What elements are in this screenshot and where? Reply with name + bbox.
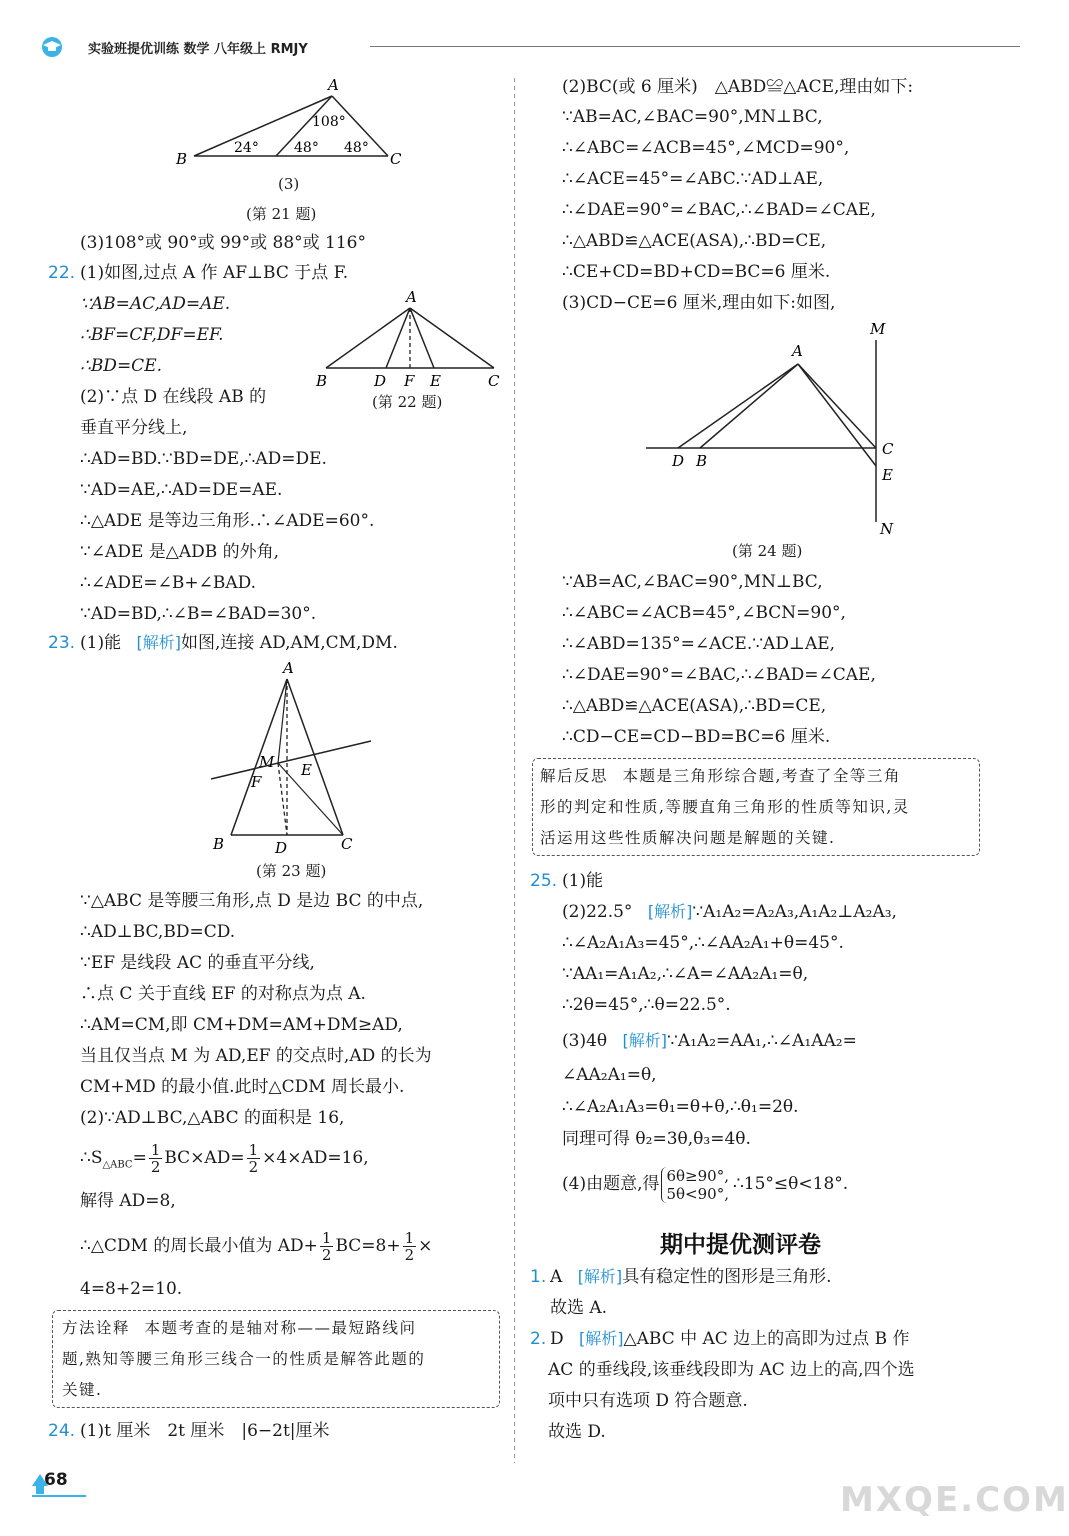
column-divider xyxy=(514,78,515,1463)
fig21-sub: (3) xyxy=(278,175,300,193)
fig22-A: A xyxy=(406,288,417,306)
fig23-M: M xyxy=(259,753,275,771)
method-note-l3: 关键. xyxy=(62,1381,103,1399)
method-note-l1 xyxy=(62,1313,416,1344)
q25-l2a: (2)22.5° xyxy=(562,902,633,922)
graduation-cap-icon xyxy=(40,36,64,58)
fig24-A: A xyxy=(792,342,803,360)
q25-number: 25. xyxy=(530,871,558,891)
q25-l2b: ∵A₁A₂=A₂A₃,A₁A₂⊥A₂A₃, xyxy=(692,902,897,922)
reflection-l2: 形的判定和性质,等腰直角三角形的性质等知识,灵 xyxy=(540,798,910,816)
page-header xyxy=(40,36,980,60)
q24-r-l13: ∴△ABD≌△ACE(ASA),∴BD=CE, xyxy=(562,696,827,716)
m1-l1-text: 具有稳定性的图形是三角形. xyxy=(622,1267,832,1287)
q23-l5: ∴点 C 关于直线 EF 的对称点为点 A. xyxy=(80,984,366,1004)
figure-23 xyxy=(205,655,380,855)
fig23-B: B xyxy=(213,835,225,853)
q24-r-l9: ∵AB=AC,∠BAC=90°,MN⊥BC, xyxy=(562,572,823,592)
q24-r-l2: ∵AB=AC,∠BAC=90°,MN⊥BC, xyxy=(562,107,823,127)
header-title: 实验班提优训练 数学 八年级上 RMJY xyxy=(88,42,308,57)
fig22-caption: (第 22 题) xyxy=(372,393,443,411)
reflection-title: 解后反思 xyxy=(540,767,609,785)
m2-l3: 项中只有选项 D 符合题意. xyxy=(548,1391,748,1411)
fig24-C: C xyxy=(882,440,894,458)
fig21-label-B: B xyxy=(176,150,188,168)
q25-l8: ∴∠A₂A₁A₃=θ₁=θ+θ,∴θ₁=2θ. xyxy=(562,1097,799,1117)
fig22-F: F xyxy=(404,372,415,390)
q23-l13: 4=8+2=10. xyxy=(80,1279,183,1299)
frac2-num: 1 xyxy=(248,1141,259,1159)
q23-l10a: ∴S xyxy=(80,1148,103,1168)
q23-l1 xyxy=(80,632,398,654)
q23-l10d: ×4×AD=16, xyxy=(262,1148,369,1168)
system-line-1: 6θ≥90°, xyxy=(666,1166,729,1185)
fig21-angle-48a: 48° xyxy=(294,140,319,156)
q23-analysis-tag: [解析] xyxy=(136,633,181,652)
fig24-N: N xyxy=(880,520,894,538)
fig23-A: A xyxy=(283,659,294,677)
q23-l10c: BC×AD= xyxy=(164,1148,245,1168)
fig23-C: C xyxy=(341,835,353,853)
q24-r-l11: ∴∠ABD=135°=∠ACE.∵AD⊥AE, xyxy=(562,634,836,654)
frac3-den: 2 xyxy=(321,1246,332,1264)
watermark: MXQE.COM xyxy=(840,1480,1069,1520)
q23-number: 23. xyxy=(48,633,76,653)
m1-number: 1. xyxy=(530,1267,547,1287)
q22-l4: ∴BD=CE. xyxy=(80,356,163,376)
figure-24 xyxy=(640,316,900,542)
m2-number: 2. xyxy=(530,1329,547,1349)
fig21-label-A: A xyxy=(328,76,339,94)
q23-l8: CM+MD 的最小值.此时△CDM 周长最小. xyxy=(80,1077,405,1097)
q22-l3: ∴BF=CF,DF=EF. xyxy=(80,325,224,345)
method-note-l2: 题,熟知等腰三角形三线合一的性质是解答此题的 xyxy=(62,1350,426,1368)
m2-l1 xyxy=(550,1328,910,1350)
q25-l10 xyxy=(562,1162,848,1206)
frac1-den: 2 xyxy=(150,1158,161,1176)
reflection-l3: 活运用这些性质解决问题是解题的关键. xyxy=(540,829,836,847)
q23-l12b: BC=8+ xyxy=(335,1236,401,1256)
q25-l9: 同理可得 θ₂=3θ,θ₃=4θ. xyxy=(562,1129,751,1149)
frac2-den: 2 xyxy=(248,1158,259,1176)
frac4-num: 1 xyxy=(404,1229,415,1247)
q25-l10a: (4)由题意,得 xyxy=(562,1174,660,1194)
q23-l10 xyxy=(80,1138,369,1185)
fig21-angle-24: 24° xyxy=(234,140,259,156)
header-rule xyxy=(370,46,1020,47)
q22-l6: 垂直平分线上, xyxy=(80,418,188,438)
fig24-B: B xyxy=(696,452,708,470)
q23-l1b: 如图,连接 AD,AM,CM,DM. xyxy=(181,633,398,653)
fig23-E: E xyxy=(301,761,312,779)
fraction-half-4 xyxy=(403,1230,417,1263)
fig23-D: D xyxy=(275,839,288,857)
q25-analysis-tag: [解析] xyxy=(647,902,693,921)
fig24-caption: (第 24 题) xyxy=(732,542,803,560)
q25-l5: ∴2θ=45°,∴θ=22.5°. xyxy=(562,995,731,1015)
fig22-C: C xyxy=(488,372,500,390)
q22-l8: ∵AD=AE,∴AD=DE=AE. xyxy=(80,480,283,500)
q24-r-l4: ∴∠ACE=45°=∠ABC.∵AD⊥AE, xyxy=(562,169,824,189)
q24-number: 24. xyxy=(48,1421,76,1441)
q25-l1: (1)能 xyxy=(562,871,604,891)
method-note-t1: 本题考查的是轴对称——最短路线问 xyxy=(144,1319,417,1337)
m1-answer: A xyxy=(550,1267,563,1287)
q24-r-l12: ∴∠DAE=90°=∠BAC,∴∠BAD=∠CAE, xyxy=(562,665,876,685)
fig22-D: D xyxy=(374,372,387,390)
fig24-M: M xyxy=(870,320,886,338)
q22-l9: ∴△ADE 是等边三角形.∴∠ADE=60°. xyxy=(80,511,375,531)
q25-analysis-tag-2: [解析] xyxy=(622,1031,668,1050)
q23-l2: ∵△ABC 是等腰三角形,点 D 是边 BC 的中点, xyxy=(80,891,424,911)
system-line-2: 5θ<90°, xyxy=(666,1184,729,1203)
q23-l10-sub: △ABC xyxy=(102,1159,133,1171)
fig22-B: B xyxy=(316,372,328,390)
figure-21 xyxy=(170,74,410,174)
q22-l12: ∵AD=BD,∴∠B=∠BAD=30°. xyxy=(80,604,317,624)
fraction-half-1 xyxy=(149,1142,163,1175)
fig21-label-C: C xyxy=(390,150,402,168)
q24-r-l6: ∴△ABD≌△ACE(ASA),∴BD=CE, xyxy=(562,231,827,251)
q25-l10b: ∴15°≤θ<18°. xyxy=(732,1174,849,1194)
method-note-title: 方法诠释 xyxy=(62,1319,131,1337)
q23-l4: ∵EF 是线段 AC 的垂直平分线, xyxy=(80,953,315,973)
q22-l11: ∴∠ADE=∠B+∠BAD. xyxy=(80,573,257,593)
q23-l12a: ∴△CDM 的周长最小值为 AD+ xyxy=(80,1236,318,1256)
frac4-den: 2 xyxy=(404,1246,415,1264)
q22-l2: ∵AB=AC,AD=AE. xyxy=(80,294,231,314)
fig21-angle-48b: 48° xyxy=(344,140,369,156)
q25-l6 xyxy=(562,1030,857,1052)
q23-answer: (1)能 xyxy=(80,633,122,653)
m1-analysis-tag: [解析] xyxy=(577,1267,623,1286)
q25-l3: ∴∠A₂A₁A₃=45°,∴∠AA₂A₁+θ=45°. xyxy=(562,933,844,953)
q24-r-l3: ∴∠ABC=∠ACB=45°,∠MCD=90°, xyxy=(562,138,850,158)
m1-l1 xyxy=(550,1266,832,1288)
q24-l1: (1)t 厘米 2t 厘米 |6−2t|厘米 xyxy=(80,1421,330,1441)
inequality-system xyxy=(661,1167,729,1203)
fraction-half-2 xyxy=(247,1142,261,1175)
frac1-num: 1 xyxy=(150,1141,161,1159)
q22-l1: (1)如图,过点 A 作 AF⊥BC 于点 F. xyxy=(80,263,349,283)
fig23-F: F xyxy=(251,773,262,791)
q25-l7: ∠AA₂A₁=θ, xyxy=(562,1065,657,1085)
q23-l12c: × xyxy=(418,1236,433,1256)
q24-r-l14: ∴CD−CE=CD−BD=BC=6 厘米. xyxy=(562,727,831,747)
fig24-E: E xyxy=(882,466,893,484)
q23-l3: ∴AD⊥BC,BD=CD. xyxy=(80,922,236,942)
figure-22 xyxy=(312,288,512,388)
m2-l2: AC 的垂线段,该垂线段即为 AC 边上的高,四个选 xyxy=(548,1360,915,1380)
q22-l5: (2)∵点 D 在线段 AB 的 xyxy=(80,387,267,407)
page-number: 68 xyxy=(44,1470,68,1490)
fig23-caption: (第 23 题) xyxy=(256,862,327,880)
reflection-l1 xyxy=(540,761,901,792)
fig21-angle-108: 108° xyxy=(312,114,346,130)
fig24-D: D xyxy=(672,452,685,470)
reflection-t1: 本题是三角形综合题,考查了全等三角 xyxy=(622,767,901,785)
m2-l1-text: △ABC 中 AC 边上的高即为过点 B 作 xyxy=(623,1329,910,1349)
q24-r-l7: ∴CE+CD=BD+CD=BC=6 厘米. xyxy=(562,262,831,282)
q24-r-l1: (2)BC(或 6 厘米) △ABD≌△ACE,理由如下: xyxy=(562,77,914,97)
frac3-num: 1 xyxy=(321,1229,332,1247)
q25-l6b: ∵A₁A₂=AA₁,∴∠A₁AA₂= xyxy=(667,1031,857,1051)
q22-l10: ∵∠ADE 是△ADB 的外角, xyxy=(80,542,280,562)
q25-l4: ∵AA₁=A₁A₂,∴∠A=∠AA₂A₁=θ, xyxy=(562,964,809,984)
m1-l2: 故选 A. xyxy=(550,1298,608,1318)
m2-analysis-tag: [解析] xyxy=(579,1329,624,1348)
q23-l10b: = xyxy=(132,1148,147,1168)
q24-r-l8: (3)CD−CE=6 厘米,理由如下:如图, xyxy=(562,293,836,313)
m2-l4: 故选 D. xyxy=(548,1422,606,1442)
q22-l7: ∴AD=BD.∵BD=DE,∴AD=DE. xyxy=(80,449,327,469)
section-title: 期中提优测评卷 xyxy=(660,1232,821,1258)
q25-l2 xyxy=(562,901,897,923)
q23-l11: 解得 AD=8, xyxy=(80,1191,176,1211)
q25-l6a: (3)4θ xyxy=(562,1031,608,1051)
fig21-caption: (第 21 题) xyxy=(246,205,317,223)
q24-r-l5: ∴∠DAE=90°=∠BAC,∴∠BAD=∠CAE, xyxy=(562,200,876,220)
q23-l6: ∴AM=CM,即 CM+DM=AM+DM≥AD, xyxy=(80,1015,403,1035)
fig22-E: E xyxy=(430,372,441,390)
q24-r-l10: ∴∠ABC=∠ACB=45°,∠BCN=90°, xyxy=(562,603,846,623)
q23-l9: (2)∵AD⊥BC,△ABC 的面积是 16, xyxy=(80,1108,345,1128)
q23-l7: 当且仅当点 M 为 AD,EF 的交点时,AD 的长为 xyxy=(80,1046,432,1066)
q23-l12 xyxy=(80,1226,432,1266)
m2-answer: D xyxy=(550,1329,564,1349)
fraction-half-3 xyxy=(320,1230,334,1263)
q21-3: (3)108°或 90°或 99°或 88°或 116° xyxy=(80,233,366,253)
q22-number: 22. xyxy=(48,263,76,283)
